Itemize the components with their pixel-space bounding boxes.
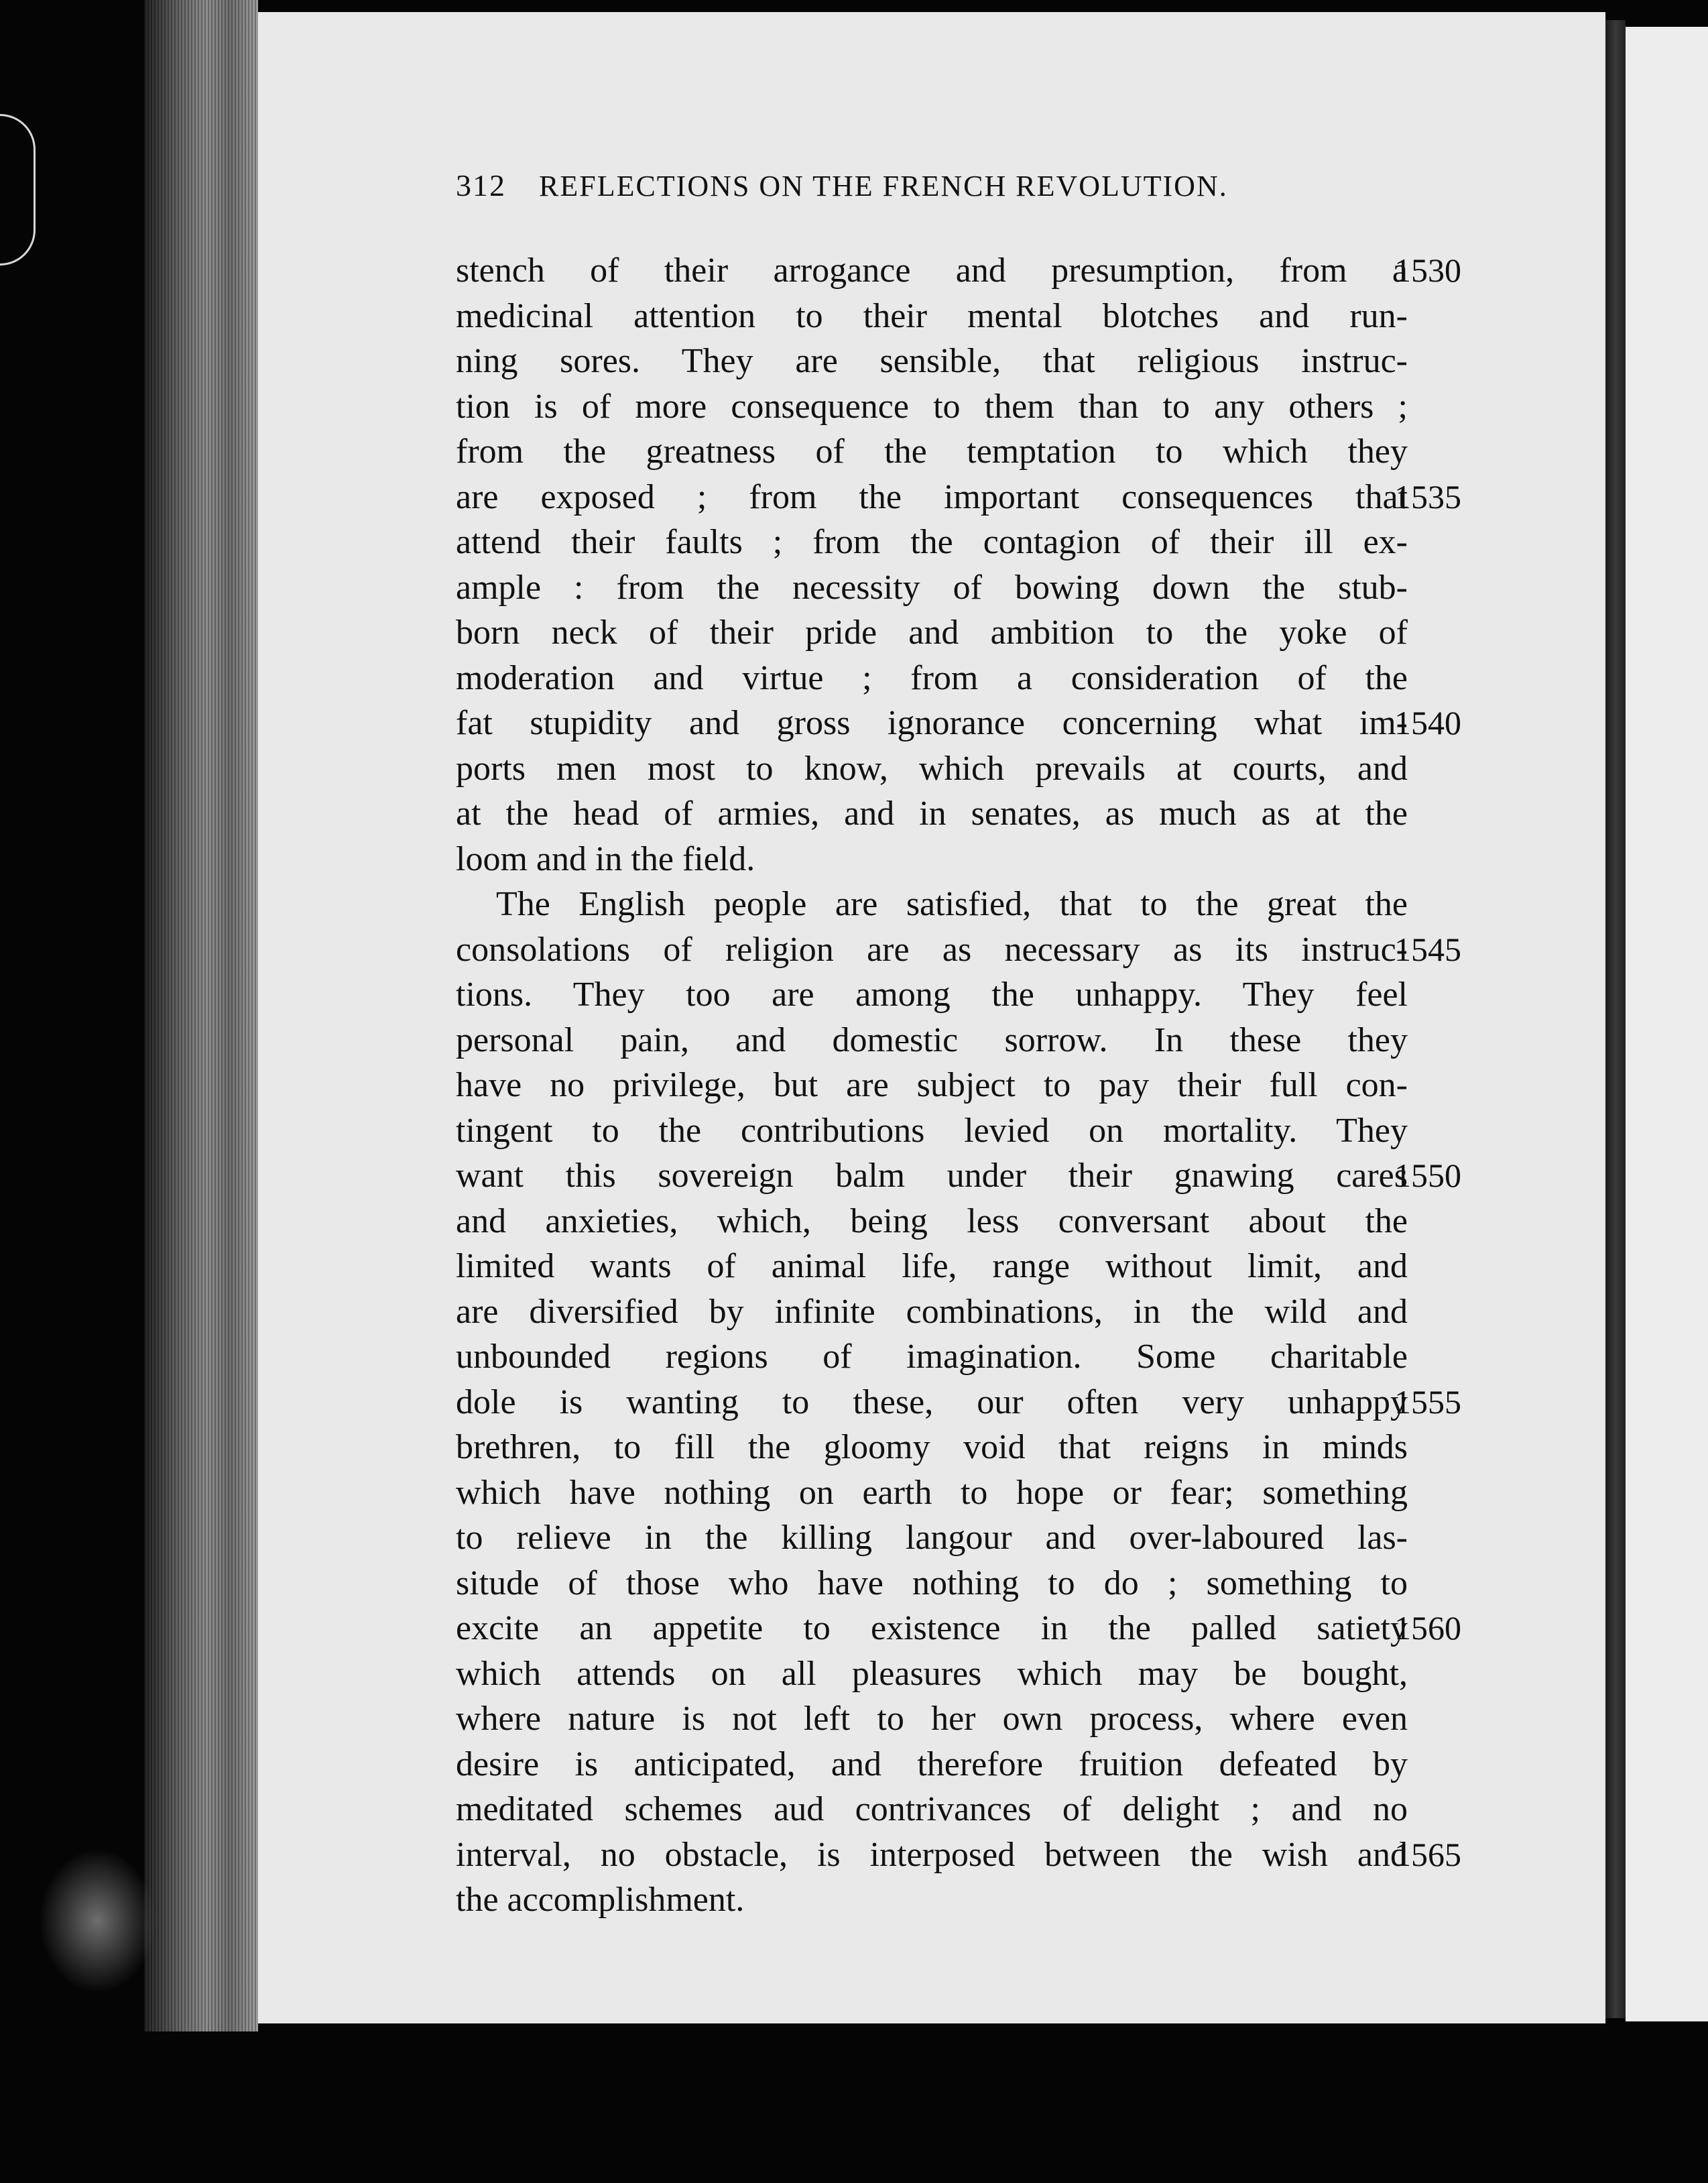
text-line: moderation and virtue ; from a consideration of the xyxy=(456,658,1408,697)
text-line: ample : from the necessity of bowing down the stub- xyxy=(456,568,1408,607)
running-title: REFLECTIONS ON THE FRENCH REVOLUTION. xyxy=(539,170,1228,202)
text-line: have no privilege, but are subject to pay their full con- xyxy=(456,1066,1408,1104)
text-line: tions. They too are among the unhappy. They feel xyxy=(456,976,1408,1014)
text-line: want this sovereign balm under their gnawing cares 1550 xyxy=(456,1153,1408,1199)
text-line: and anxieties, which, being less conversant about the xyxy=(456,1201,1408,1240)
text-line: ports men most to know, which prevails at courts, and xyxy=(456,749,1408,788)
page-curl-artifact xyxy=(0,114,36,266)
text-line: from the greatness of the temptation to which they xyxy=(456,432,1408,471)
text-line: which have nothing on earth to hope or fear; something xyxy=(456,1473,1408,1512)
body-text xyxy=(456,248,1461,1923)
text-line: interval, no obstacle, is interposed between the wish and 1565 xyxy=(456,1832,1408,1878)
text-line: medicinal attention to their mental blotches and run- xyxy=(456,296,1408,335)
line-number: 1560 xyxy=(1394,1609,1461,1647)
text-line: unbounded regions of imagination. Some charitable xyxy=(456,1338,1408,1376)
facing-page-edge xyxy=(1626,27,1708,2021)
scan-smudge xyxy=(40,1850,154,1991)
text-line: ning sores. They are sensible, that religious instruc- xyxy=(456,342,1408,380)
text-line: excite an appetite to existence in the palled satiety 1560 xyxy=(456,1606,1408,1651)
running-header xyxy=(456,168,1394,203)
text-line: where nature is not left to her own process, where even xyxy=(456,1700,1408,1738)
line-number: 1565 xyxy=(1394,1835,1461,1873)
text-line: brethren, to fill the gloomy void that reigns in minds xyxy=(456,1428,1408,1466)
text-line: born neck of their pride and ambition to the yoke of xyxy=(456,613,1408,652)
text-line: meditated schemes aud contrivances of delight ; and no xyxy=(456,1790,1408,1828)
text-line: at the head of armies, and in senates, as much as at the xyxy=(456,794,1408,833)
text-line: loom and in the field. xyxy=(456,839,755,878)
text-line: situde of those who have nothing to do ; something to xyxy=(456,1564,1408,1602)
text-line: personal pain, and domestic sorrow. In these they xyxy=(456,1020,1408,1059)
text-line: the accomplishment. xyxy=(456,1881,745,1919)
text-line: consolations of religion are as necessary as its instruc- 1545 xyxy=(456,927,1408,973)
text-line: fat stupidity and gross ignorance concerning what im- 1540 xyxy=(456,701,1408,746)
text-line: tion is of more consequence to them than to any others ; xyxy=(456,387,1408,426)
line-number: 1540 xyxy=(1394,704,1461,742)
text-line: The English people are satisfied, that to the great the xyxy=(496,885,1408,923)
text-line: are exposed ; from the important consequences that 1535 xyxy=(456,475,1408,520)
line-number: 1535 xyxy=(1394,477,1461,516)
book-page-edge xyxy=(144,0,258,2031)
text-line: stench of their arrogance and presumption, from a 1530 xyxy=(456,248,1408,294)
gutter-shadow xyxy=(1605,20,1626,2018)
text-line: to relieve in the killing langour and over-laboured las- xyxy=(456,1519,1408,1557)
text-line: limited wants of animal life, range without limit, and xyxy=(456,1247,1408,1285)
line-number: 1550 xyxy=(1394,1157,1461,1194)
line-number: 1530 xyxy=(1394,251,1461,289)
line-number: 1545 xyxy=(1394,930,1461,968)
page-number: 312 xyxy=(456,168,506,202)
text-line: tingent to the contributions levied on mortality. They xyxy=(456,1111,1408,1150)
text-line: which attends on all pleasures which may be bought, xyxy=(456,1654,1408,1693)
line-number: 1555 xyxy=(1394,1382,1461,1421)
text-line: desire is anticipated, and therefore fruition defeated by xyxy=(456,1745,1408,1783)
text-line: dole is wanting to these, our often very unhappy 1555 xyxy=(456,1380,1408,1425)
text-line: attend their faults ; from the contagion of their ill ex- xyxy=(456,523,1408,561)
text-line: are diversified by infinite combinations, in the wild and xyxy=(456,1292,1408,1331)
